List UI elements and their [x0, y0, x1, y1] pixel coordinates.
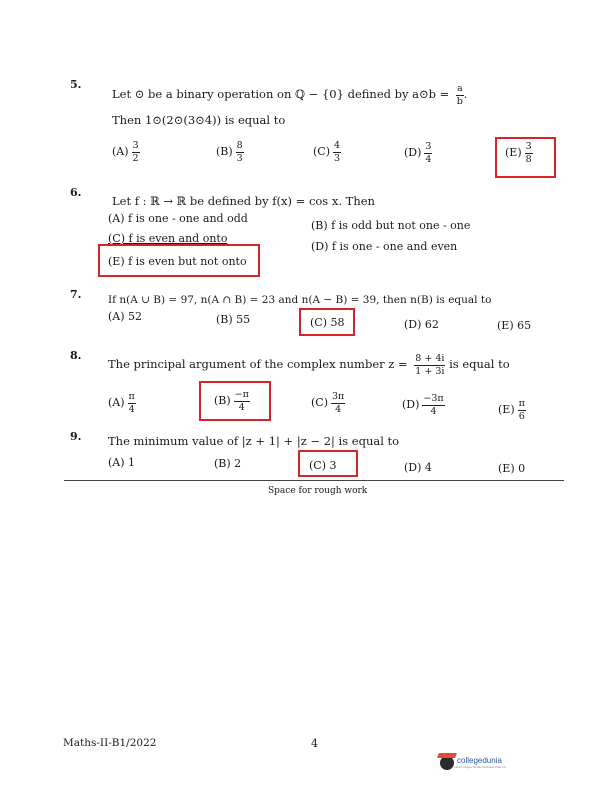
question-9-stem: The minimum value of |z + 1| + |z − 2| is equal to [108, 434, 400, 448]
footer-code: Maths-II-B1/2022 [63, 737, 157, 749]
question-7-option-b[interactable]: (B) 55 [216, 313, 251, 326]
graduation-cap-icon [440, 756, 454, 770]
question-9-option-b[interactable]: (B) 2 [214, 457, 242, 470]
logo-tagline: India's largest Student Review Platform [454, 765, 507, 769]
rough-work-label: Space for rough work [268, 486, 368, 496]
question-5-stem: Let ⊙ be a binary operation on ℚ − {0} defined by a⊙b = $\frac{a}{b}$ . [112, 83, 468, 107]
collegedunia-logo [440, 756, 506, 770]
question-9-option-d[interactable]: (D) 4 [404, 461, 432, 474]
question-8-option-b[interactable]: (B) $\frac{-\pi}{4}$ [214, 389, 249, 413]
question-8-stem: The principal argument of the complex number z = $\frac{8 + 4i}{1 + 3i}$ is equal to [108, 353, 510, 377]
question-7-number: 7. [70, 288, 82, 301]
question-6-option-d[interactable]: (D) f is one - one and even [311, 240, 458, 253]
question-8-option-d[interactable]: (D) $\frac{-3\pi}{4}$ [402, 393, 444, 417]
question-6-number: 6. [70, 186, 82, 199]
question-5-line2: Then 1⊙(2⊙(3⊙4)) is equal to [112, 113, 286, 127]
question-5-option-b[interactable]: (B) $\frac{8}{3}$ [216, 140, 243, 164]
question-5-number: 5. [70, 78, 82, 91]
answer-highlight-q9 [298, 450, 358, 477]
question-7-stem: If n(A ∪ B) = 97, n(A ∩ B) = 23 and n(A − B) = 39, then n(B) is equal to [108, 294, 492, 306]
question-7-option-a[interactable]: (A) 52 [108, 310, 143, 323]
question-5-stem-text: Let ⊙ be a binary operation on ℚ − {0} defined by [112, 87, 409, 101]
answer-highlight-q6 [98, 244, 260, 277]
question-9-option-e[interactable]: (E) 0 [498, 462, 526, 475]
question-8-option-e[interactable]: (E) $\frac{\pi}{6}$ [498, 398, 525, 422]
answer-highlight-q7 [299, 308, 355, 336]
question-6-option-a[interactable]: (A) f is one - one and odd [108, 212, 248, 225]
question-7-option-c[interactable]: (C) 58 [310, 316, 345, 329]
question-8-stem-fraction: $\frac{8 + 4i}{1 + 3i}$ [415, 353, 445, 377]
question-8-number: 8. [70, 349, 82, 362]
question-6-option-b[interactable]: (B) f is odd but not one - one [311, 219, 471, 232]
question-6-stem: Let f : ℝ → ℝ be defined by f(x) = cos x. Then [112, 194, 375, 208]
answer-highlight-q8 [199, 381, 271, 421]
question-5-stem-expr: a⊙b = [412, 87, 450, 101]
question-9-number: 9. [70, 430, 82, 443]
question-5-option-a[interactable]: (A) $\frac{3}{2}$ [112, 140, 139, 164]
question-7-option-d[interactable]: (D) 62 [404, 318, 439, 331]
question-5-option-d[interactable]: (D) $\frac{3}{4}$ [404, 141, 432, 165]
question-7-option-e[interactable]: (E) 65 [497, 319, 532, 332]
logo-text: collegedunia [457, 756, 502, 765]
question-6-option-e[interactable]: (E) f is even but not onto [108, 255, 247, 268]
question-5-option-e[interactable]: (E) $\frac{3}{8}$ [505, 141, 532, 165]
question-9-option-a[interactable]: (A) 1 [108, 456, 136, 469]
rough-work-divider [64, 480, 564, 481]
question-6-option-c[interactable]: (C) f is even and onto [108, 232, 228, 245]
question-8-option-c[interactable]: (C) $\frac{3\pi}{4}$ [311, 391, 345, 415]
question-9-option-c[interactable]: (C) 3 [309, 459, 337, 472]
question-5-stem-fraction: $\frac{a}{b}$ [456, 83, 463, 107]
question-8-option-a[interactable]: (A) $\frac{\pi}{4}$ [108, 391, 135, 415]
page-number: 4 [311, 737, 318, 750]
answer-highlight-q5 [495, 137, 556, 178]
question-5-option-c[interactable]: (C) $\frac{4}{3}$ [313, 140, 341, 164]
